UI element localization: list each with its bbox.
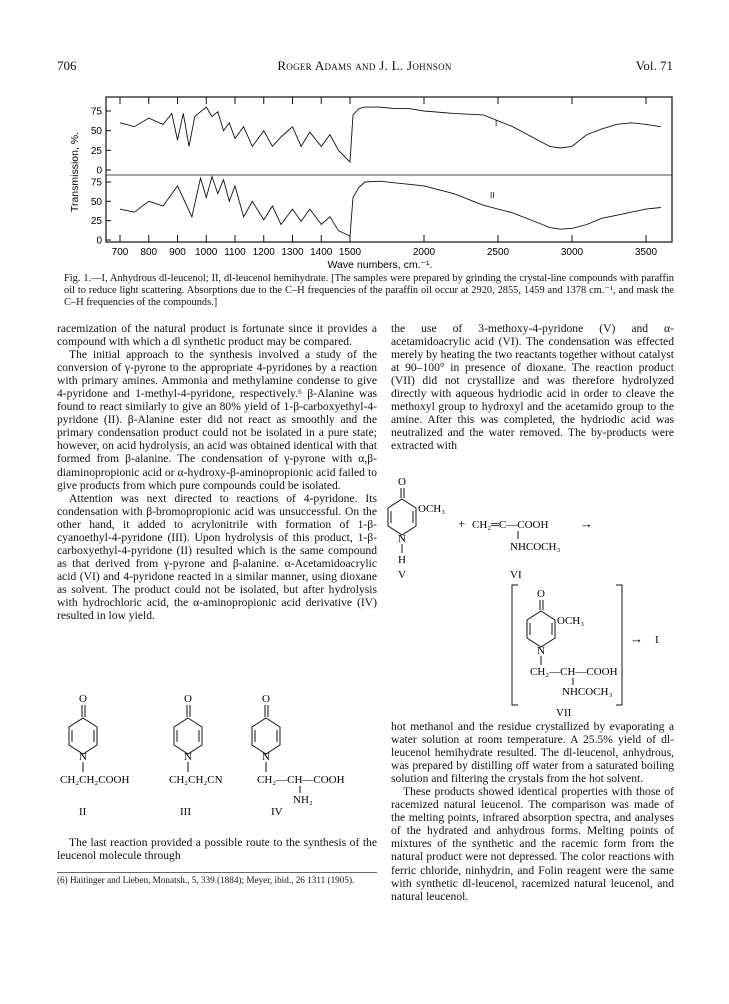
oxygen-label: O [79,693,87,705]
structure-vi [472,519,560,581]
nitrogen-label: N [262,751,270,763]
x-tick-label: 2000 [412,247,436,258]
left-column [57,322,377,622]
page-number: 706 [57,58,77,73]
paragraph: Attention was next directed to reactions of 4-pyridone. Its condensation with β-bromopropionic acid was unsuccessful. On the other hand, it added to acrylonitrile with formation of 1-β-cyanoethyl-4-pyridone (III). Upon hydrolysis of this product, 1-β-carboxyethyl-4-pyridone (II) resulted which is the same compound as that derived from γ-pyrone and β-alanine. α-Acetamidoacrylic acid (VI) and 4-pyridone reacted in a similar manner, using dioxane as solvent. The product could not be isolated, but after hydrolysis with hydrochloric acid, the α-aminopropionic acid derivative (IV) resulted in low yield. [57,491,377,623]
reaction-arrow: → [580,516,593,531]
paragraph: the use of 3-methoxy-4-pyridone (V) and α-acetamidoacrylic acid (VI). The condensation was effected merely by heating the two reactants together without catalyst at 90–100° in presence of dioxane. The reaction product (VII) did not crystallize and was therefore hydrolyzed directly with aqueous hydriodic acid in order to cleave the methoxyl group to hydroxyl and the acetamido group to the amine. After this was completed, the hydriodic acid was neutralized and the water removed. The by-products were extracted with [391,322,674,453]
acetamido-label: NHCOCH₃ [562,686,613,698]
x-tick-label: 1400 [310,247,333,258]
structure-vii [512,585,622,719]
structure-iv [252,693,345,818]
series-II-line [120,177,661,237]
compound-label-v: V [398,569,406,581]
paragraph: These products showed identical properties with those of racemized natural leucenol. The comparison was made of the melting points, infrared absorption spectra, and analyses of the hydrated and anhydrous forms. Melting points of mixtures of the synthetic and the racemic form from the natural product were not depressed. The color reactions with ferric chloride, ninhydrin, and Folin reagent were the same with synthetic dl-leucenol, racemized natural leucenol, and natural leucenol. [391,785,674,903]
substituent-label: CH₂—CH—COOH [257,774,345,786]
structure-ii [60,693,129,818]
y-tick-label-top: 0 [96,165,102,177]
acetamido-label: NHCOCH₃ [510,541,561,553]
compound-label-ii: II [79,806,87,818]
x-tick-label: 1300 [281,247,304,258]
left-column-continued [57,836,377,862]
y-axis-label: Transmission, %. [69,131,81,213]
nitrogen-label: N [184,751,192,763]
hydrogen-label: H [398,554,406,566]
y-tick-label-bottom: 75 [90,177,102,189]
nitrogen-label: N [79,751,87,763]
right-column [391,322,674,452]
ir-spectrum-figure [0,0,729,280]
substituent-label: CH₂CH₂CN [169,774,223,786]
volume-label: Vol. 71 [635,58,673,73]
synthesis-scheme [370,473,670,720]
right-column-continued [391,720,674,903]
structure-v [388,476,445,581]
running-title: Roger Adams and J. L. Johnson [277,58,452,73]
x-tick-label: 900 [169,247,186,258]
x-tick-label: 1200 [252,247,275,258]
x-tick-label: 3500 [634,247,658,258]
paragraph: The initial approach to the synthesis involved a study of the conversion of γ-pyrone to the appropriate 4-pyridones by a reaction with primary amines. Ammonia and methylamine condense to give 4-pyridone and 1-methyl-4-pyridone, respectively.⁶ β-Alanine was found to react similarly to give an 80% yield of 1-β-carboxyethyl-4-pyridone (II). β-Alanine ester did not react as smoothly and the primary condensation product could not be isolated in a pure state; however, on acid hydrolysis, an acid was obtained identical with that formed from β-alanine. The condensation of γ-pyrone with α,β-diaminopropionic acid or α-hydroxy-β-aminopropionic acid failed to give products from which pure compounds could be isolated. [57,348,377,492]
product-label-i: I [655,634,659,646]
plus-sign: + [458,516,466,531]
nitrogen-label: N [398,533,406,545]
paragraph: racemization of the natural product is fortunate since it provides a compound with which a dl synthetic product may be compared. [57,322,377,349]
substituent-label: CH₂—CH—COOH [530,666,618,678]
paragraph: The last reaction provided a possible route to the synthesis of the leucenol molecule through [57,836,377,863]
x-tick-label: 700 [111,247,129,258]
series-I-line [120,107,661,162]
structure-iii [169,693,223,818]
oxygen-label: O [398,476,406,488]
y-tick-label-top: 50 [90,126,102,138]
series-label-II: II [490,191,495,200]
x-tick-label: 800 [140,247,158,258]
compound-label-vi: VI [510,569,522,581]
compound-label-iii: III [180,806,191,818]
series-label-I: I [495,119,498,128]
structures-ii-iii-iv [57,690,377,835]
y-tick-label-bottom: 50 [90,196,102,208]
compound-label-iv: IV [271,806,283,818]
x-tick-label: 1000 [195,247,218,258]
x-tick-label: 2500 [486,247,510,258]
reaction-arrow: → [630,631,643,646]
acrylic-acid-label: CH₂═C—COOH [472,519,549,531]
x-axis-label: Wave numbers, cm.⁻¹. [327,259,433,271]
y-tick-label-top: 25 [90,145,102,157]
x-tick-label: 1500 [338,247,362,258]
spectrum-plot [69,97,672,271]
plot-frame [106,97,672,242]
x-tick-label: 1100 [224,247,246,258]
oxygen-label: O [184,693,192,705]
substituent-label: CH₂CH₂COOH [60,774,130,786]
methoxy-label: OCH₃ [557,615,585,627]
nitrogen-label: N [537,645,545,657]
amine-label: NH₂ [293,794,313,806]
oxygen-label: O [537,588,545,600]
y-tick-label-bottom: 25 [90,216,102,228]
paragraph: hot methanol and the residue crystallized by evaporating a water solution at room temperature. A 25.5% yield of dl-leucenol hemihydrate resulted. The dl-leucenol, anhydrous, was prepared by distilling off water from a saturated boiling solution and filtering the crystals from the hot solvent. [391,720,674,786]
figure-caption: Fig. 1.—I, Anhydrous dl-leucenol; II, dl-leucenol hemihydrate. [The samples were prepared by grinding the crystal-line compounds with paraffin oil to reduce light scattering. Absorptions due to the C–H frequencies of the paraffin oil occur at 2920, 2855, 1459 and 1378 cm.⁻¹, and mask the C–H frequencies of the compounds.] [64,273,674,309]
x-tick-label: 3000 [560,247,584,258]
y-tick-label-bottom: 0 [96,235,102,247]
compound-label-vii: VII [556,707,572,719]
methoxy-label: OCH₃ [418,503,446,515]
oxygen-label: O [262,693,270,705]
footnote: (6) Haitinger and Lieben, Monatsh., 5, 339 (1884); Meyer, ibid., 26 1311 (1905). [57,872,377,886]
y-tick-label-top: 75 [90,106,102,118]
